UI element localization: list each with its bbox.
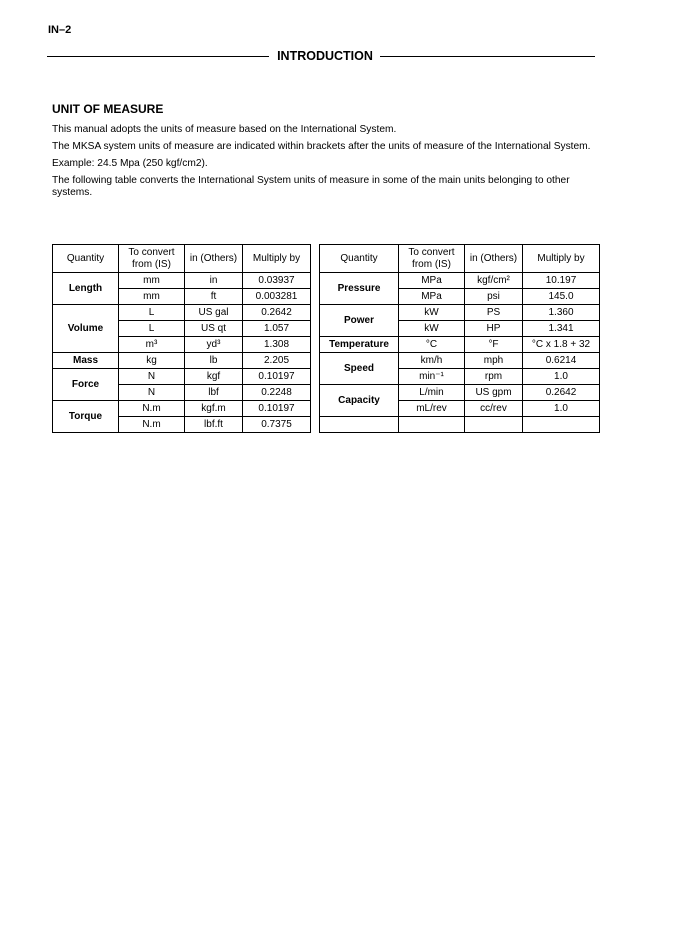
from-unit-cell: m³	[119, 337, 185, 353]
header-from: To convert from (IS)	[399, 245, 465, 273]
factor-cell: 2.205	[243, 353, 311, 369]
empty-cell	[320, 417, 399, 433]
to-unit-cell: US gpm	[465, 385, 523, 401]
page-number: IN–2	[48, 24, 72, 36]
column-gap	[311, 337, 320, 353]
from-unit-cell: mL/rev	[399, 401, 465, 417]
empty-cell	[399, 417, 465, 433]
factor-cell: 0.2642	[523, 385, 600, 401]
column-gap	[311, 273, 320, 289]
intro-paragraph: This manual adopts the units of measure based on the International System.	[52, 124, 397, 135]
column-gap	[311, 417, 320, 433]
factor-cell: 10.197	[523, 273, 600, 289]
column-gap	[311, 385, 320, 401]
factor-cell: 1.0	[523, 369, 600, 385]
to-unit-cell: psi	[465, 289, 523, 305]
to-unit-cell: kgf	[185, 369, 243, 385]
to-unit-cell: kgf.m	[185, 401, 243, 417]
from-unit-cell: MPa	[399, 273, 465, 289]
unit-of-measure-section	[52, 102, 597, 204]
table-row	[53, 417, 600, 433]
to-unit-cell: lbf	[185, 385, 243, 401]
quantity-cell: Speed	[320, 353, 399, 385]
quantity-cell: Volume	[53, 305, 119, 353]
conversion-table	[52, 244, 600, 433]
factor-cell: 1.057	[243, 321, 311, 337]
from-unit-cell: N	[119, 385, 185, 401]
mksa-paragraph: The MKSA system units of measure are indicated within brackets after the units of measure of the International System.	[52, 141, 591, 152]
example-paragraph: Example: 24.5 Mpa (250 kgf/cm2).	[52, 158, 208, 169]
from-unit-cell: L	[119, 321, 185, 337]
from-unit-cell: kW	[399, 305, 465, 321]
to-unit-cell: in	[185, 273, 243, 289]
from-unit-cell: km/h	[399, 353, 465, 369]
section-heading: UNIT OF MEASURE	[52, 102, 164, 116]
factor-cell: 1.308	[243, 337, 311, 353]
to-unit-cell: cc/rev	[465, 401, 523, 417]
header-quantity: Quantity	[320, 245, 399, 273]
from-unit-cell: MPa	[399, 289, 465, 305]
from-unit-cell: N.m	[119, 417, 185, 433]
to-unit-cell: °F	[465, 337, 523, 353]
from-unit-cell: mm	[119, 289, 185, 305]
factor-cell: 0.6214	[523, 353, 600, 369]
column-gap	[311, 245, 320, 273]
header-rule-left	[47, 56, 269, 57]
to-unit-cell: rpm	[465, 369, 523, 385]
to-unit-cell: ft	[185, 289, 243, 305]
table-row	[53, 353, 600, 369]
header-to: in (Others)	[465, 245, 523, 273]
column-gap	[311, 369, 320, 385]
header-to: in (Others)	[185, 245, 243, 273]
from-unit-cell: N.m	[119, 401, 185, 417]
factor-cell: 0.10197	[243, 369, 311, 385]
factor-cell: 145.0	[523, 289, 600, 305]
from-unit-cell: kg	[119, 353, 185, 369]
header-title: INTRODUCTION	[277, 49, 373, 63]
quantity-cell: Length	[53, 273, 119, 305]
factor-cell: 0.10197	[243, 401, 311, 417]
table-row	[53, 305, 600, 321]
table-row	[53, 273, 600, 289]
to-unit-cell: mph	[465, 353, 523, 369]
to-unit-cell: PS	[465, 305, 523, 321]
header-from: To convert from (IS)	[119, 245, 185, 273]
from-unit-cell: kW	[399, 321, 465, 337]
factor-cell: 0.2248	[243, 385, 311, 401]
factor-cell: 0.003281	[243, 289, 311, 305]
empty-cell	[465, 417, 523, 433]
from-unit-cell: °C	[399, 337, 465, 353]
column-gap	[311, 401, 320, 417]
from-unit-cell: N	[119, 369, 185, 385]
quantity-cell: Pressure	[320, 273, 399, 305]
column-gap	[311, 305, 320, 321]
factor-cell: 0.2642	[243, 305, 311, 321]
empty-cell	[523, 417, 600, 433]
to-unit-cell: HP	[465, 321, 523, 337]
from-unit-cell: min⁻¹	[399, 369, 465, 385]
quantity-cell: Capacity	[320, 385, 399, 417]
from-unit-cell: mm	[119, 273, 185, 289]
quantity-cell: Mass	[53, 353, 119, 369]
quantity-cell: Power	[320, 305, 399, 337]
to-unit-cell: lbf.ft	[185, 417, 243, 433]
to-unit-cell: US qt	[185, 321, 243, 337]
factor-cell: °C x 1.8 + 32	[523, 337, 600, 353]
to-unit-cell: kgf/cm²	[465, 273, 523, 289]
factor-cell: 1.0	[523, 401, 600, 417]
table-row	[53, 337, 600, 353]
page-header	[47, 49, 595, 63]
table-intro-paragraph: The following table converts the International System units of measure in some of the main units belonging to other systems.	[52, 175, 570, 198]
quantity-cell: Torque	[53, 401, 119, 433]
from-unit-cell: L/min	[399, 385, 465, 401]
factor-cell: 1.360	[523, 305, 600, 321]
header-rule-right	[380, 56, 595, 57]
factor-cell: 0.7375	[243, 417, 311, 433]
quantity-cell: Temperature	[320, 337, 399, 353]
column-gap	[311, 353, 320, 369]
header-factor: Multiply by	[523, 245, 600, 273]
column-gap	[311, 289, 320, 305]
table-row	[53, 385, 600, 401]
table-header-row	[53, 245, 600, 273]
quantity-cell: Force	[53, 369, 119, 401]
to-unit-cell: yd³	[185, 337, 243, 353]
to-unit-cell: US gal	[185, 305, 243, 321]
factor-cell: 1.341	[523, 321, 600, 337]
from-unit-cell: L	[119, 305, 185, 321]
header-factor: Multiply by	[243, 245, 311, 273]
to-unit-cell: lb	[185, 353, 243, 369]
column-gap	[311, 321, 320, 337]
factor-cell: 0.03937	[243, 273, 311, 289]
header-quantity: Quantity	[53, 245, 119, 273]
